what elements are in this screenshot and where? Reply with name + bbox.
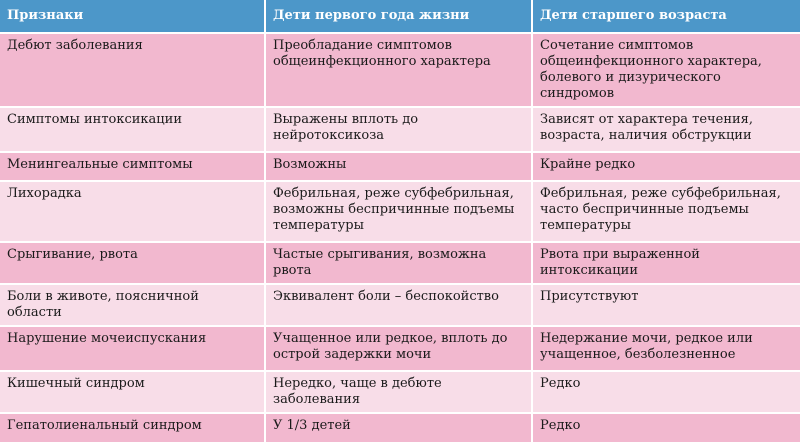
cell-older: Сочетание симптомов общеинфекционного характера, болевого и дизурического синдромов [532, 33, 800, 107]
header-infants: Дети первого года жизни [265, 0, 532, 33]
cell-older: Фебрильная, реже субфебрильная, часто беспричинные подъемы температуры [532, 181, 800, 242]
table-row [0, 326, 800, 371]
cell-older: Крайне редко [532, 152, 800, 181]
cell-older: Зависят от характера течения, возраста, наличия обструкции [532, 107, 800, 152]
table-row [0, 371, 800, 413]
cell-older: Редко [532, 371, 800, 413]
table-row [0, 181, 800, 242]
header-signs: Признаки [0, 0, 265, 33]
cell-sign: Лихорадка [0, 181, 265, 242]
table-row [0, 152, 800, 181]
cell-infants: Выражены вплоть до нейротоксикоза [265, 107, 532, 152]
cell-older: Редко [532, 413, 800, 442]
cell-sign: Нарушение мочеиспускания [0, 326, 265, 371]
cell-older: Присутствуют [532, 284, 800, 326]
table-row [0, 242, 800, 284]
cell-infants: Частые срыгивания, возможна рвота [265, 242, 532, 284]
cell-infants: Преобладание симптомов общеинфекционного характера [265, 33, 532, 107]
table-row [0, 284, 800, 326]
cell-sign: Срыгивание, рвота [0, 242, 265, 284]
cell-infants: Фебрильная, реже субфебрильная, возможны беспричинные подъемы температуры [265, 181, 532, 242]
cell-sign: Симптомы интоксикации [0, 107, 265, 152]
cell-sign: Гепатолиенальный синдром [0, 413, 265, 442]
cell-sign: Менингеальные симптомы [0, 152, 265, 181]
cell-sign: Боли в животе, поясничной области [0, 284, 265, 326]
cell-older: Рвота при выраженной интоксикации [532, 242, 800, 284]
table-row [0, 413, 800, 442]
header-row [0, 0, 800, 33]
cell-sign: Дебют заболевания [0, 33, 265, 107]
cell-infants: Учащенное или редкое, вплоть до острой задержки мочи [265, 326, 532, 371]
cell-infants: Нередко, чаще в дебюте заболевания [265, 371, 532, 413]
cell-infants: Возможны [265, 152, 532, 181]
table-row [0, 107, 800, 152]
cell-older: Недержание мочи, редкое или учащенное, безболезненное [532, 326, 800, 371]
table-row [0, 33, 800, 107]
cell-infants: Эквивалент боли – беспокойство [265, 284, 532, 326]
cell-sign: Кишечный синдром [0, 371, 265, 413]
cell-infants: У 1/3 детей [265, 413, 532, 442]
header-older-children: Дети старшего возраста [532, 0, 800, 33]
